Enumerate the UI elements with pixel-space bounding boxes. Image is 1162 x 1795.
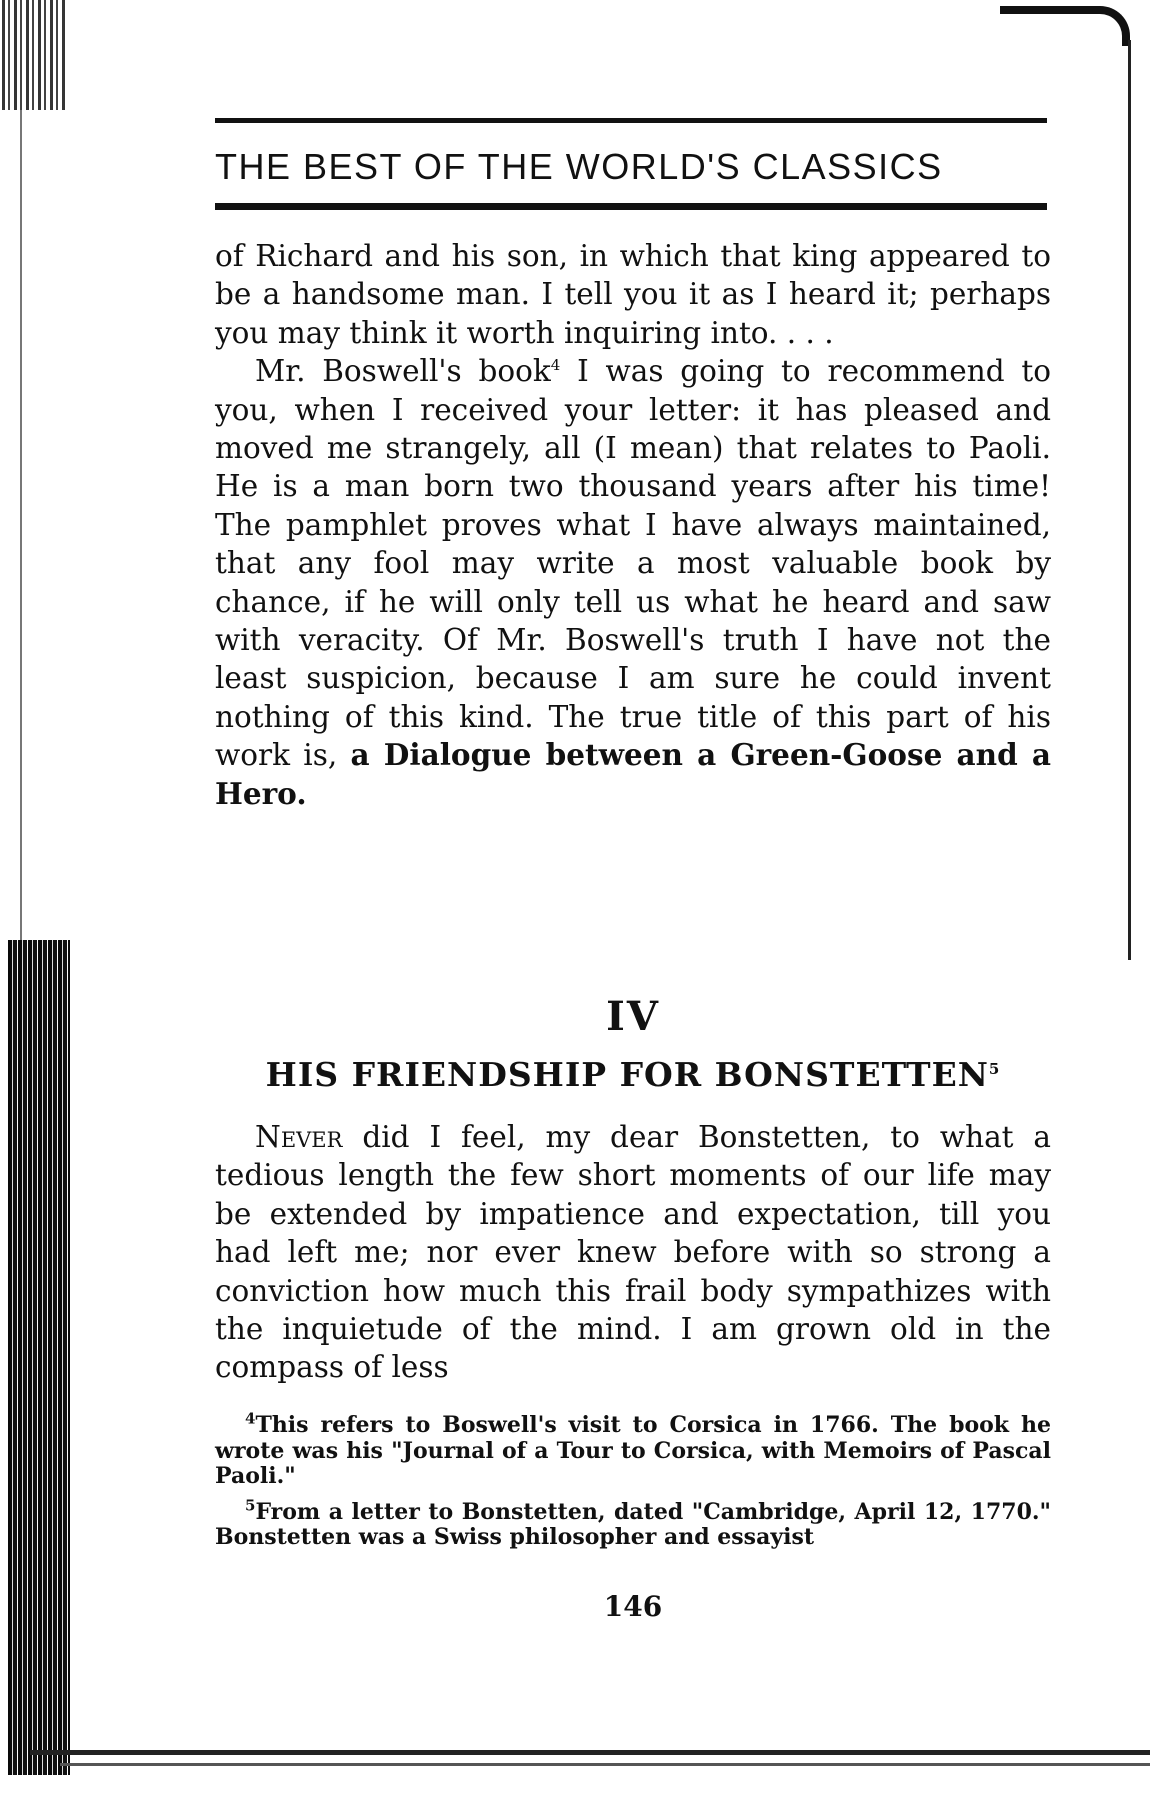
section-title bbox=[215, 1055, 1051, 1094]
chapter-number: IV bbox=[606, 993, 660, 1040]
footnotes bbox=[215, 1409, 1051, 1561]
boswell-body: I was going to recommend to you, when I received your letter: it has pleased and moved me strangely, all (I mean) that relates to Paoli. He is a man born two thousand years after his time! The pamphlet proves what I have always maintained, that any fool may write a most valuable book by chance, if he will only tell us what he heard and saw with veracity. Of Mr. Boswell's truth I have not the least suspicion, because I am sure he could invent nothing of this kind. The true title of this part of his work is, bbox=[215, 354, 1052, 773]
footnote-5 bbox=[215, 1496, 1051, 1551]
footnote-4 bbox=[215, 1409, 1051, 1490]
right-page-edge bbox=[1128, 40, 1131, 960]
page-corner-curl bbox=[1000, 6, 1130, 46]
running-head: THE BEST OF THE WORLD'S CLASSICS bbox=[215, 146, 943, 187]
bottom-edge-line bbox=[30, 1750, 1150, 1755]
footnote-4-text: This refers to Boswell's visit to Corsica in 1766. The book he wrote was his "Journal of a Tour to Corsica, with Memoirs of Pascal Paoli." bbox=[215, 1412, 1051, 1489]
header-rule-bottom bbox=[215, 203, 1047, 210]
paragraph-boswell bbox=[215, 352, 1051, 813]
boswell-title-phrase: a Dialogue between a Green-Goose and a Hero. bbox=[215, 737, 1051, 811]
binding-line bbox=[20, 110, 22, 940]
small-caps-lead: Never bbox=[255, 1120, 343, 1154]
footnote-5-text: From a letter to Bonstetten, dated "Cambridge, April 12, 1770." Bonstetten was a Swiss philosopher and essayist bbox=[215, 1498, 1051, 1550]
binding-stripe-upper bbox=[2, 0, 68, 110]
letter-body: did I feel, my dear Bonstetten, to what a tedious length the few short moments of our life may be extended by impatience and expectation, till you had left me; nor ever knew before with so strong a conviction how much this frail body sympathizes with the inquietude of the mind. I am grown old in the compass of less bbox=[215, 1120, 1051, 1385]
passage-continued bbox=[215, 237, 1051, 813]
footnote-marker-4: 4 bbox=[245, 1409, 256, 1428]
header-rule-top bbox=[215, 118, 1047, 123]
left-binding-shadow bbox=[0, 0, 70, 1795]
footnote-ref-4[interactable]: 4 bbox=[550, 356, 561, 375]
footnote-ref-5[interactable]: 5 bbox=[988, 1060, 1001, 1078]
page-number: 146 bbox=[603, 1590, 663, 1623]
paragraph-richard: of Richard and his son, in which that king appeared to be a handsome man. I tell you it as I heard it; perhaps you may think it worth inquiring into. . . . bbox=[215, 239, 1051, 350]
paragraph-never bbox=[215, 1118, 1051, 1387]
section-title-text: HIS FRIENDSHIP FOR BONSTETTEN bbox=[265, 1055, 989, 1094]
bottom-edge-line-secondary bbox=[60, 1763, 1150, 1766]
binding-stripe-lower bbox=[8, 940, 70, 1775]
boswell-lead: Mr. Boswell's book bbox=[255, 354, 551, 389]
footnote-marker-5: 5 bbox=[245, 1496, 256, 1515]
letter-passage bbox=[215, 1118, 1051, 1387]
